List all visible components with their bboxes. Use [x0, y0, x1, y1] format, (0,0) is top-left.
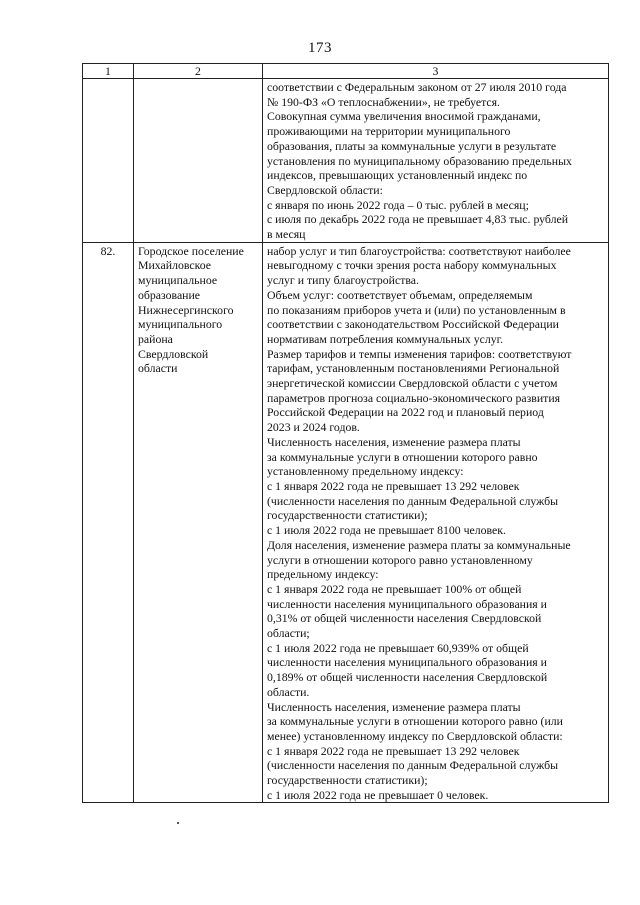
table-row: [83, 242, 609, 803]
entity-name-cell: [134, 242, 263, 803]
description-line: предельному индексу:: [267, 567, 379, 582]
description-line: численности населения муниципального образования и: [267, 596, 547, 611]
description-line: за коммунальные услуги в отношении которого равно: [267, 449, 538, 464]
column-header-3: 3: [263, 64, 609, 79]
row-number-cell: 82.: [83, 242, 134, 803]
description-line: энергетической комиссии Свердловской области с учетом: [267, 376, 558, 391]
row-number-cell: [83, 79, 134, 243]
entity-name-line: области: [138, 361, 178, 376]
description-line: установленному предельному индексу:: [267, 464, 464, 479]
description-cell: [263, 79, 609, 243]
description-line: области.: [267, 684, 310, 699]
description-line: за коммунальные услуги в отношении которого равно (или: [267, 714, 563, 729]
description-line: менее) установленному индексу по Свердловской области:: [267, 728, 563, 743]
entity-name-line: Свердловской: [138, 346, 209, 361]
description-line: соответствии с Федеральным законом от 27 июля 2010 года: [267, 80, 567, 94]
description-line: Численность населения, изменение размера платы: [267, 434, 521, 449]
description-line: (численности населения по данным Федеральной службы: [267, 758, 559, 773]
description-line: образования, платы за коммунальные услуги в результате: [267, 138, 557, 153]
table-header-row: [83, 64, 609, 79]
description-line: Размер тарифов и темпы изменения тарифов: соответствуют: [267, 346, 572, 361]
scan-dot: [177, 822, 179, 824]
description-line: Совокупная сумма увеличения вносимой гражданами,: [267, 109, 541, 124]
description-line: в месяц: [267, 227, 306, 242]
description-line: государственности статистики);: [267, 773, 428, 788]
description-line: нормативам потребления коммунальных услуг.: [267, 331, 504, 346]
description-line: № 190-ФЗ «О теплоснабжении», не требуется.: [267, 94, 500, 109]
description-cell: [263, 242, 609, 803]
description-line: набор услуг и тип благоустройства: соответствуют наиболее: [267, 243, 571, 258]
description-line: 0,31% от общей численности населения Свердловской: [267, 611, 542, 626]
entity-name-line: муниципального: [138, 317, 223, 332]
description-line: индексов, превышающих установленный индекс по: [267, 168, 528, 183]
page-number: 173: [308, 40, 332, 56]
description-line: с 1 июля 2022 года не превышает 8100 человек.: [267, 523, 506, 538]
description-line: с 1 января 2022 года не превышает 13 292 человек: [267, 743, 520, 758]
entity-name-line: муниципальное: [138, 273, 218, 288]
description-line: с 1 июля 2022 года не превышает 60,939% от общей: [267, 640, 529, 655]
description-line: с января по июнь 2022 года – 0 тыс. рублей в месяц;: [267, 197, 529, 212]
description-line: с 1 января 2022 года не превышает 100% от общей: [267, 581, 522, 596]
entity-name-cell: [134, 79, 263, 243]
entity-name-line: образование: [138, 287, 201, 302]
description-line: с 1 июля 2022 года не превышает 0 человек.: [267, 787, 489, 802]
column-header-1: 1: [83, 64, 134, 79]
description-line: государственности статистики);: [267, 508, 428, 523]
entity-name-line: района: [138, 331, 173, 346]
description-line: Свердловской области:: [267, 182, 383, 197]
description-line: (численности населения по данным Федеральной службы: [267, 493, 559, 508]
description-line: невыгодному с точки зрения роста набору коммунальных: [267, 258, 557, 273]
table-row: [83, 79, 609, 243]
description-line: установления по муниципальному образованию предельных: [267, 153, 572, 168]
description-line: тарифам, установленным постановлениями Региональной: [267, 361, 560, 376]
description-line: Доля населения, изменение размера платы за коммунальные: [267, 537, 571, 552]
description-line: с июля по декабрь 2022 года не превышает 4,83 тыс. рублей: [267, 212, 569, 227]
description-line: Численность населения, изменение размера платы: [267, 699, 521, 714]
column-header-2: 2: [134, 64, 263, 79]
description-line: проживающими на территории муниципального: [267, 124, 511, 139]
description-line: с 1 января 2022 года не превышает 13 292 человек: [267, 478, 520, 493]
entity-name-line: Городское поселение: [138, 243, 244, 258]
entity-name-line: Нижнесергинского: [138, 302, 234, 317]
entity-name-line: Михайловское: [138, 258, 212, 273]
description-line: 0,189% от общей численности населения Свердловской: [267, 670, 548, 685]
description-line: услуги в отношении которого равно установленному: [267, 552, 533, 567]
document-table: [82, 63, 609, 803]
description-line: Объем услуг: соответствует объемам, определяемым: [267, 287, 533, 302]
description-line: 2023 и 2024 годов.: [267, 420, 360, 435]
description-line: области;: [267, 626, 310, 641]
description-line: Российской Федерации на 2022 год и плановый период: [267, 405, 544, 420]
description-line: численности населения муниципального образования и: [267, 655, 547, 670]
description-line: параметров прогноза социально-экономического развития: [267, 390, 561, 405]
description-line: услуг и типу благоустройства.: [267, 273, 419, 288]
description-line: соответствии с законодательством Российской Федерации: [267, 317, 559, 332]
description-line: по показаниям приборов учета и (или) по установленным в: [267, 302, 566, 317]
